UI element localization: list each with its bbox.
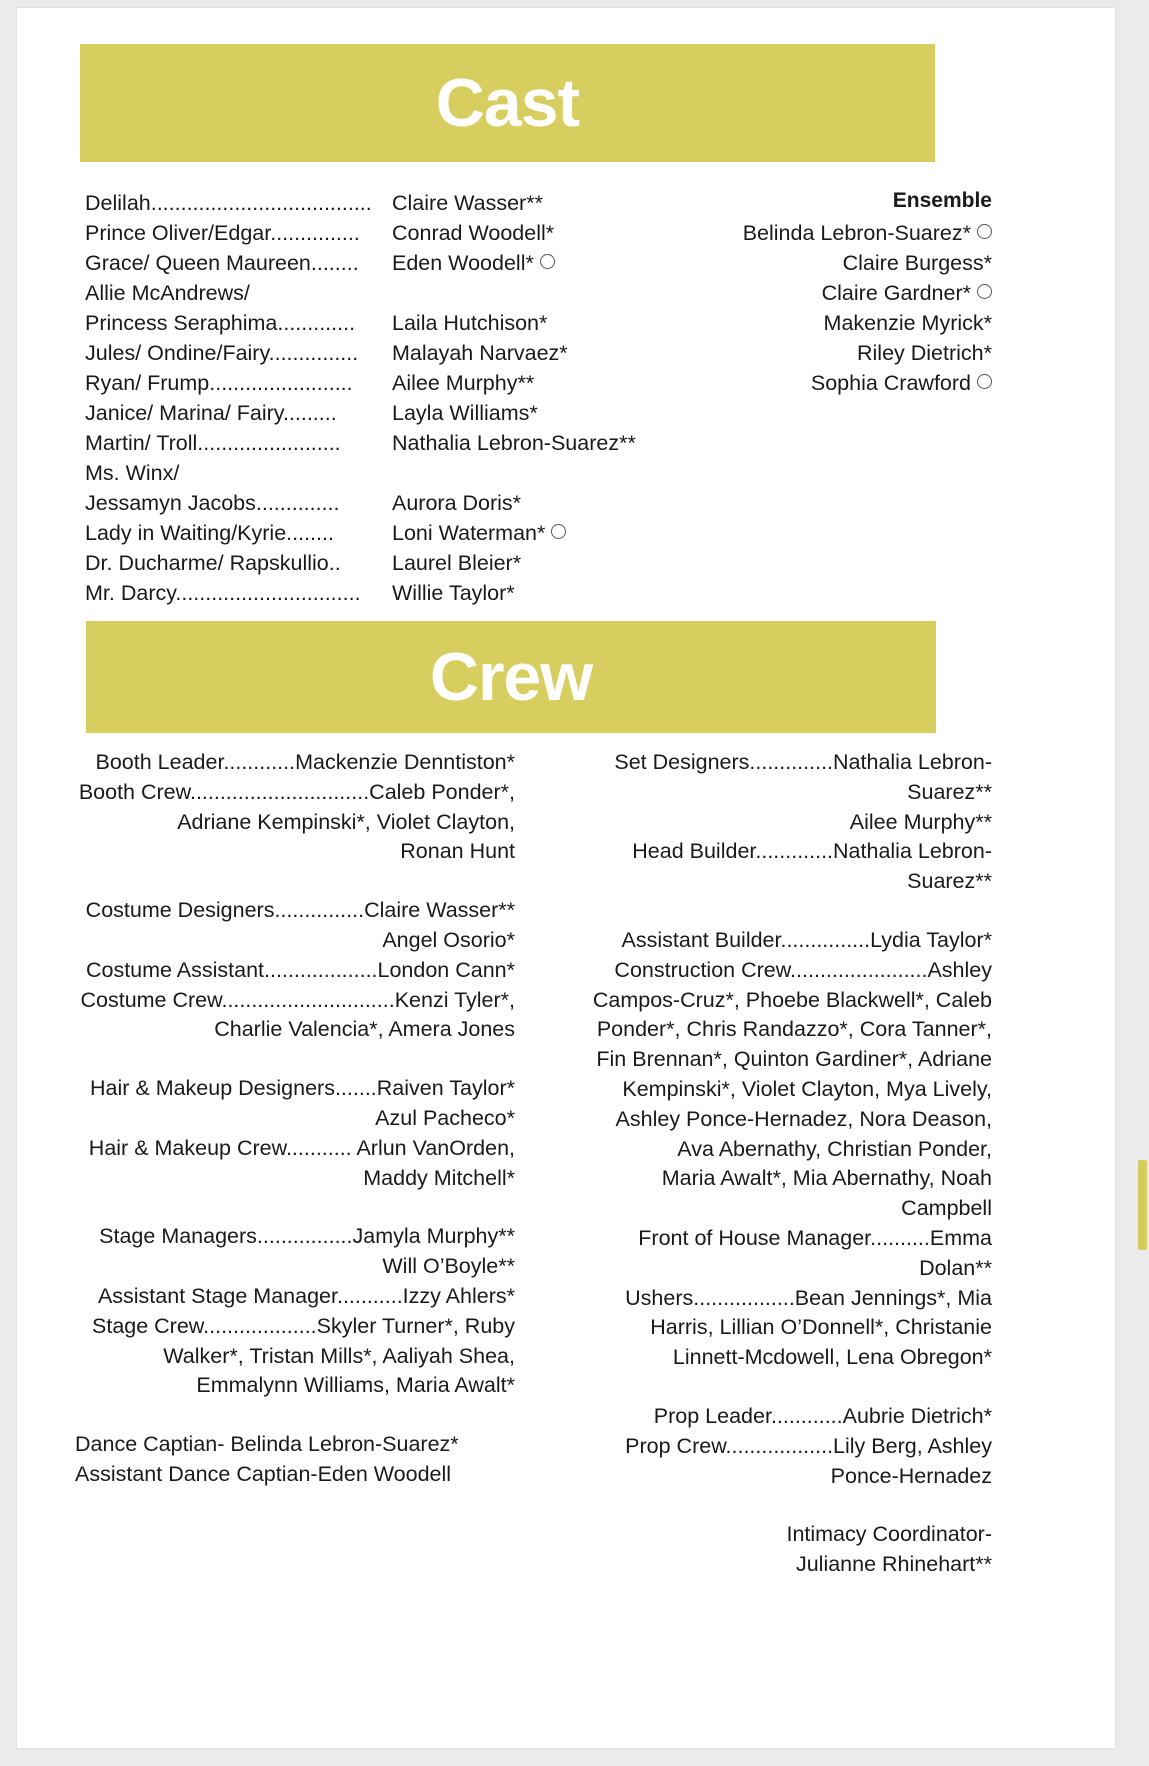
- cast-banner-title: Cast: [435, 65, 580, 141]
- cast-name-line: [392, 188, 692, 218]
- performer-name: Willie Taylor*: [392, 581, 515, 605]
- crew-line: Hair & Makeup Designers.......Raiven Taylor*: [89, 1076, 515, 1101]
- cast-name-line: [392, 548, 692, 578]
- circle-marker-icon: [551, 524, 566, 539]
- cast-name-line: [392, 338, 692, 368]
- circle-marker-icon: [540, 254, 555, 269]
- ensemble-name-line: [652, 368, 992, 398]
- crew-line: Set Designers..............Nathalia Lebron-: [614, 750, 992, 774]
- performer-name: Makenzie Myrick*: [823, 311, 992, 335]
- cast-name-line: [392, 248, 692, 278]
- circle-marker-icon: [977, 374, 992, 389]
- cast-name-line: [392, 458, 692, 488]
- crew-line: Will O’Boyle**: [382, 1254, 515, 1279]
- cast-name-line: [392, 218, 692, 248]
- crew-line: Harris, Lillian O’Donnell*, Christanie: [650, 1315, 992, 1340]
- crew-line: Fin Brennan*, Quinton Gardiner*, Adriane: [596, 1047, 992, 1072]
- crew-block: [552, 1520, 992, 1580]
- cast-name-line: [392, 368, 692, 398]
- performer-name: Loni Waterman*: [392, 521, 546, 545]
- crew-block: [552, 748, 992, 897]
- cast-name-line: [392, 578, 692, 608]
- cast-role-line: Allie McAndrews/: [85, 281, 250, 305]
- crew-line: Intimacy Coordinator-: [786, 1522, 992, 1547]
- crew-line: Azul Pacheco*: [375, 1105, 515, 1130]
- cast-name-line: [392, 398, 692, 428]
- circle-marker-icon: [977, 224, 992, 239]
- cast-role-line: Prince Oliver/Edgar...............: [85, 221, 360, 245]
- cast-role-line: Grace/ Queen Maureen........: [85, 251, 359, 275]
- crew-line: Suarez**: [907, 779, 992, 804]
- crew-line: Maddy Mitchell*: [363, 1165, 515, 1190]
- crew-line: Costume Designers...............Claire Wasser**: [85, 898, 515, 923]
- performer-name: Laila Hutchison*: [392, 311, 548, 335]
- crew-column-right: [552, 748, 992, 1580]
- crew-line: Maria Awalt*, Mia Abernathy, Noah: [661, 1166, 992, 1191]
- cast-name-line: [392, 488, 692, 518]
- performer-name: Claire Gardner*: [821, 281, 971, 305]
- crew-banner: [86, 621, 936, 733]
- crew-line: Construction Crew.......................Ashley: [614, 957, 992, 982]
- performer-name: Riley Dietrich*: [856, 341, 992, 365]
- cast-name-list: [392, 188, 692, 608]
- crew-line: Head Builder.............Nathalia Lebron-: [632, 839, 992, 864]
- cast-role-line: Ms. Winx/: [85, 461, 180, 485]
- crew-line: Suarez**: [907, 869, 992, 894]
- ensemble-list: [652, 186, 992, 398]
- crew-line: Walker*, Tristan Mills*, Aaliyah Shea,: [163, 1343, 515, 1368]
- performer-name: Sophia Crawford: [810, 371, 971, 395]
- crew-line: Prop Crew..................Lily Berg, Ashley: [625, 1433, 992, 1458]
- cast-name-line: [392, 308, 692, 338]
- crew-line: Linnett-Mcdowell, Lena Obregon*: [672, 1345, 992, 1370]
- crew-block: [552, 1402, 992, 1491]
- program-page: [17, 8, 1115, 1748]
- cast-role-line: Princess Seraphima.............: [85, 311, 356, 335]
- circle-marker-icon: [977, 284, 992, 299]
- cast-role-line: Janice/ Marina/ Fairy.........: [85, 401, 337, 425]
- crew-line: Stage Managers................Jamyla Murphy**: [99, 1224, 515, 1249]
- cast-banner: [80, 44, 935, 162]
- performer-name: Eden Woodell*: [392, 251, 534, 275]
- crew-block: [75, 1222, 515, 1401]
- crew-line: Campos-Cruz*, Phoebe Blackwell*, Caleb: [592, 987, 992, 1012]
- crew-line: Adriane Kempinski*, Violet Clayton,: [177, 809, 515, 834]
- crew-line: Emmalynn Williams, Maria Awalt*: [196, 1373, 515, 1398]
- crew-line: Ronan Hunt: [400, 839, 515, 864]
- cast-role-line: Lady in Waiting/Kyrie........: [85, 521, 334, 545]
- crew-block: [75, 1430, 515, 1490]
- cast-role-list: [85, 188, 385, 608]
- cast-role-line: Dr. Ducharme/ Rapskullio..: [85, 551, 341, 575]
- performer-name: Aurora Doris*: [392, 491, 522, 515]
- ensemble-name-line: [652, 248, 992, 278]
- ensemble-name-line: [652, 308, 992, 338]
- crew-banner-title: Crew: [429, 639, 593, 715]
- crew-line: Assistant Dance Captian-Eden Woodell: [75, 1461, 452, 1486]
- ensemble-name-line: [652, 218, 992, 248]
- crew-line: Prop Leader............Aubrie Dietrich*: [653, 1403, 992, 1428]
- cast-role-line: Mr. Darcy...............................: [85, 581, 361, 605]
- crew-line: Booth Leader............Mackenzie Denntiston*: [95, 750, 515, 774]
- crew-line: Front of House Manager..........Emma: [638, 1225, 992, 1250]
- performer-name: Conrad Woodell*: [392, 221, 555, 245]
- ensemble-heading: Ensemble: [892, 189, 992, 212]
- crew-line: Costume Crew.............................Kenzi Tyler*,: [80, 987, 515, 1012]
- crew-line: Ava Abernathy, Christian Ponder,: [677, 1136, 992, 1161]
- cast-role-line: Martin/ Troll........................: [85, 431, 341, 455]
- performer-name: Layla Williams*: [392, 401, 538, 425]
- performer-name: Claire Burgess*: [842, 251, 992, 275]
- crew-line: Assistant Builder...............Lydia Taylor*: [621, 927, 992, 952]
- crew-block: [75, 1074, 515, 1193]
- crew-line: Ushers.................Bean Jennings*, Mia: [625, 1285, 992, 1310]
- scrollbar-thumb[interactable]: [1138, 1160, 1147, 1250]
- crew-column-left: [75, 748, 515, 1490]
- crew-line: Booth Crew..............................Caleb Ponder*,: [78, 779, 515, 804]
- cast-role-line: Ryan/ Frump........................: [85, 371, 353, 395]
- crew-line: Hair & Makeup Crew........... Arlun VanOrden,: [88, 1135, 515, 1160]
- ensemble-names: [652, 218, 992, 398]
- crew-line: Kempinski*, Violet Clayton, Mya Lively,: [622, 1076, 992, 1101]
- performer-name: Belinda Lebron-Suarez*: [742, 221, 971, 245]
- crew-line: Ponce-Hernadez: [830, 1463, 992, 1488]
- cast-role-line: Jessamyn Jacobs..............: [85, 491, 340, 515]
- performer-name: Ailee Murphy**: [392, 371, 535, 395]
- performer-name: Nathalia Lebron-Suarez**: [392, 431, 636, 455]
- crew-line: Charlie Valencia*, Amera Jones: [214, 1017, 515, 1042]
- cast-name-line: [392, 278, 692, 308]
- crew-line: Dance Captian- Belinda Lebron-Suarez*: [75, 1432, 459, 1457]
- cast-name-line: [392, 518, 692, 548]
- crew-block: [75, 748, 515, 867]
- crew-line: Ashley Ponce-Hernadez, Nora Deason,: [615, 1106, 992, 1131]
- cast-name-line: [392, 428, 692, 458]
- crew-line: Ailee Murphy**: [849, 809, 992, 834]
- performer-name: Laurel Bleier*: [392, 551, 522, 575]
- crew-block: [552, 926, 992, 1373]
- crew-line: Assistant Stage Manager...........Izzy Ahlers*: [97, 1283, 515, 1308]
- cast-role-line: Delilah.....................................: [85, 191, 372, 215]
- crew-line: Dolan**: [919, 1255, 992, 1280]
- performer-name: Malayah Narvaez*: [392, 341, 568, 365]
- crew-line: Stage Crew...................Skyler Turner*, Ruby: [92, 1313, 515, 1338]
- crew-line: Angel Osorio*: [382, 927, 515, 952]
- crew-line: Ponder*, Chris Randazzo*, Cora Tanner*,: [596, 1017, 992, 1042]
- ensemble-name-line: [652, 338, 992, 368]
- crew-line: Julianne Rhinehart**: [795, 1552, 992, 1577]
- crew-line: Campbell: [901, 1196, 992, 1221]
- cast-role-line: Jules/ Ondine/Fairy...............: [85, 341, 359, 365]
- crew-line: Costume Assistant...................London Cann*: [85, 957, 515, 982]
- performer-name: Claire Wasser**: [392, 191, 543, 215]
- ensemble-name-line: [652, 278, 992, 308]
- crew-block: [75, 896, 515, 1045]
- cast-section: [67, 178, 1007, 608]
- scrollbar-track[interactable]: [1133, 0, 1149, 1766]
